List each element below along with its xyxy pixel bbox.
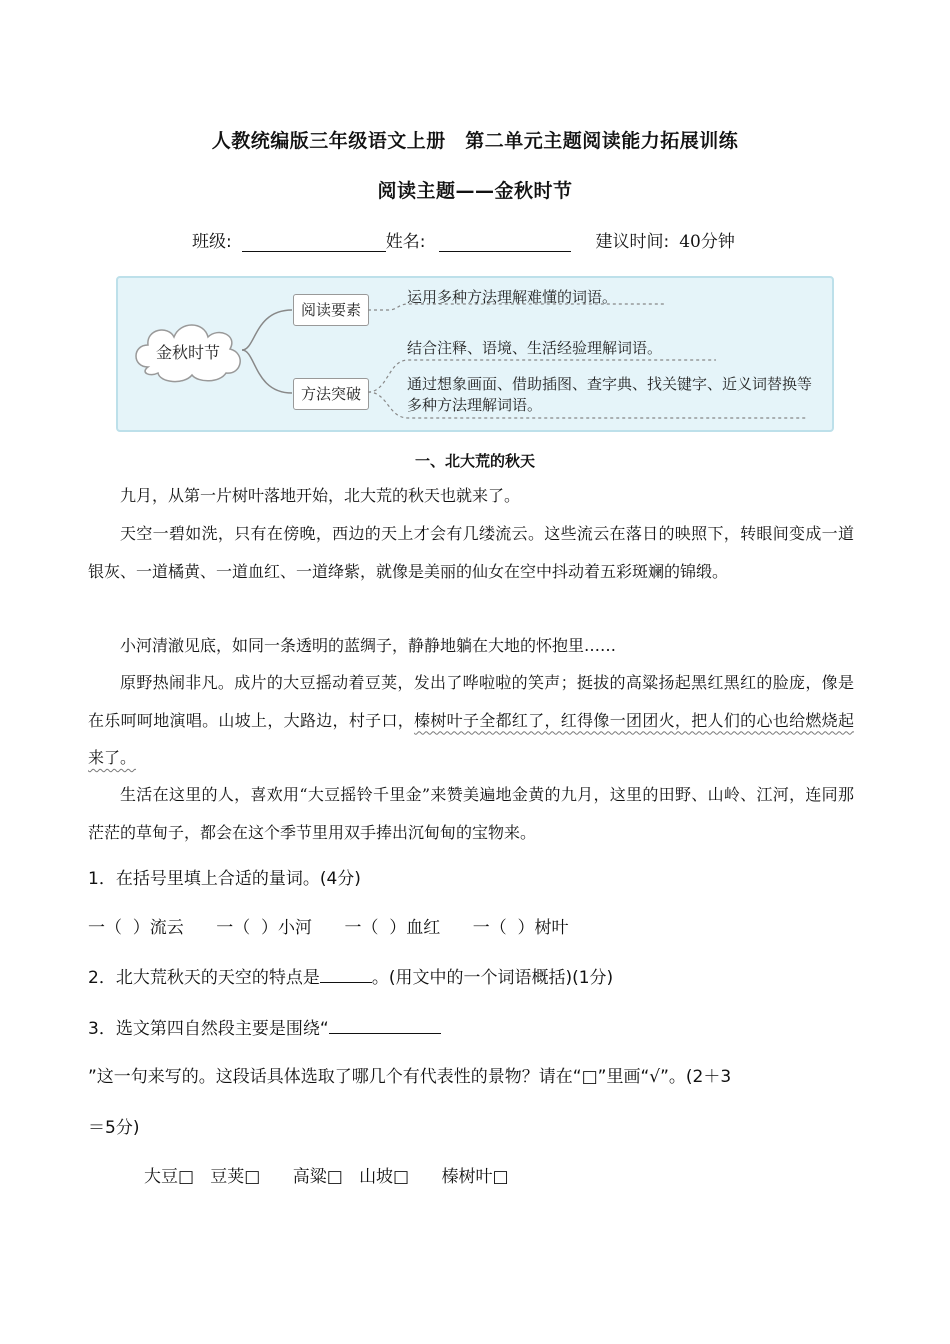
question-1: 1．在括号里填上合适的量词。(4分) — [88, 869, 361, 889]
paragraph-5: 生活在这里的人，喜欢用“大豆摇铃千里金”来赞美遍地金黄的九月，这里的田野、山岭、江河，连同那茫茫的草甸子，都会在这个季节里用双手捧出沉甸甸的宝物来。 — [88, 785, 854, 842]
option-sorghum[interactable]: 高粱□ — [292, 1167, 343, 1187]
question-3 — [88, 1014, 858, 1039]
paragraph-4 — [88, 664, 854, 777]
question-3-line3: ＝5分) — [88, 1118, 140, 1138]
question-1-blanks — [88, 913, 858, 938]
mindmap-center: 金秋时节 — [155, 343, 220, 362]
question-3-blank[interactable] — [329, 1015, 441, 1034]
blank-item-1[interactable]: 一（ ）流云 — [88, 918, 184, 938]
question-2-note: 。(用文中的一个词语概括)(1分) — [371, 968, 614, 988]
page-subtitle: 阅读主题——金秋时节 — [377, 180, 573, 202]
question-3-line2: ”这一句来写的。这段话具体选取了哪几个有代表性的景物？请在“□”里画“√”。(2＋3 — [88, 1067, 732, 1087]
question-3-text: 3．选文第四自然段主要是围绕“ — [88, 1019, 329, 1039]
blank-item-3[interactable]: 一（ ）血红 — [344, 918, 441, 938]
branch-reading-element: 阅读要素 — [293, 294, 369, 326]
question-2-blank[interactable] — [320, 964, 372, 983]
class-blank[interactable] — [242, 233, 386, 252]
question-2-text: 2．北大荒秋天的天空的特点是 — [88, 968, 320, 988]
paragraph-3: 小河清澈见底，如同一条透明的蓝绸子，静静地躺在大地的怀抱里…… — [120, 636, 617, 655]
name-blank[interactable] — [439, 233, 571, 252]
branch-lines — [240, 300, 300, 400]
option-hillside[interactable]: 山坡□ — [359, 1167, 410, 1187]
paragraph-4-text: 原野热闹非凡。成片的大豆摇动着豆荚，发出了哗啦啦的笑声；挺拔的高粱扬起黑红黑红的脸庞，像是在乐呵呵地演唱。山坡上，大路边，村子口， — [88, 673, 854, 730]
name-label: 姓名: — [385, 232, 426, 252]
page-title: 人教统编版三年级语文上册 第二单元主题阅读能力拓展训练 — [211, 130, 739, 152]
paragraph-1: 九月，从第一片树叶落地开始，北大荒的秋天也就来了。 — [120, 486, 521, 505]
option-hazel-leaf[interactable]: 榛树叶□ — [441, 1167, 509, 1187]
section-heading: 一、北大荒的秋天 — [414, 452, 535, 470]
time-label: 建议时间: — [595, 232, 670, 252]
underlined-sentence: 榛树叶子全都红了，红得像一团团火，把人们的心也给燃烧起来了。 — [88, 710, 854, 767]
paragraph-2: 天空一碧如洗，只有在傍晚，西边的天上才会有几缕流云。这些流云在落日的映照下，转眼间变成一道银灰、一道橘黄、一道血红、一道绛紫，就像是美丽的仙女在空中抖动着五彩斑斓的锦缎。 — [88, 524, 854, 581]
blank-item-4[interactable]: 一（ ）树叶 — [472, 918, 569, 938]
class-label: 班级: — [192, 232, 232, 252]
mindmap-item-1: 运用多种方法理解难懂的词语。 — [407, 288, 618, 306]
mindmap-item-3: 通过想象画面、借助插图、查字典、找关键字、近义词替换等多种方法理解词语。 — [407, 375, 813, 414]
branch-method: 方法突破 — [293, 378, 369, 410]
mindmap-item-2: 结合注释、语境、生活经验理解词语。 — [407, 339, 663, 357]
question-2 — [88, 963, 858, 988]
option-pod[interactable]: 豆荚□ — [210, 1167, 261, 1187]
info-row — [192, 227, 735, 252]
question-3-options — [144, 1162, 914, 1187]
blank-item-2[interactable]: 一（ ）小河 — [216, 918, 313, 938]
time-value: 40分钟 — [679, 232, 735, 252]
option-soybean[interactable]: 大豆□ — [144, 1167, 195, 1187]
